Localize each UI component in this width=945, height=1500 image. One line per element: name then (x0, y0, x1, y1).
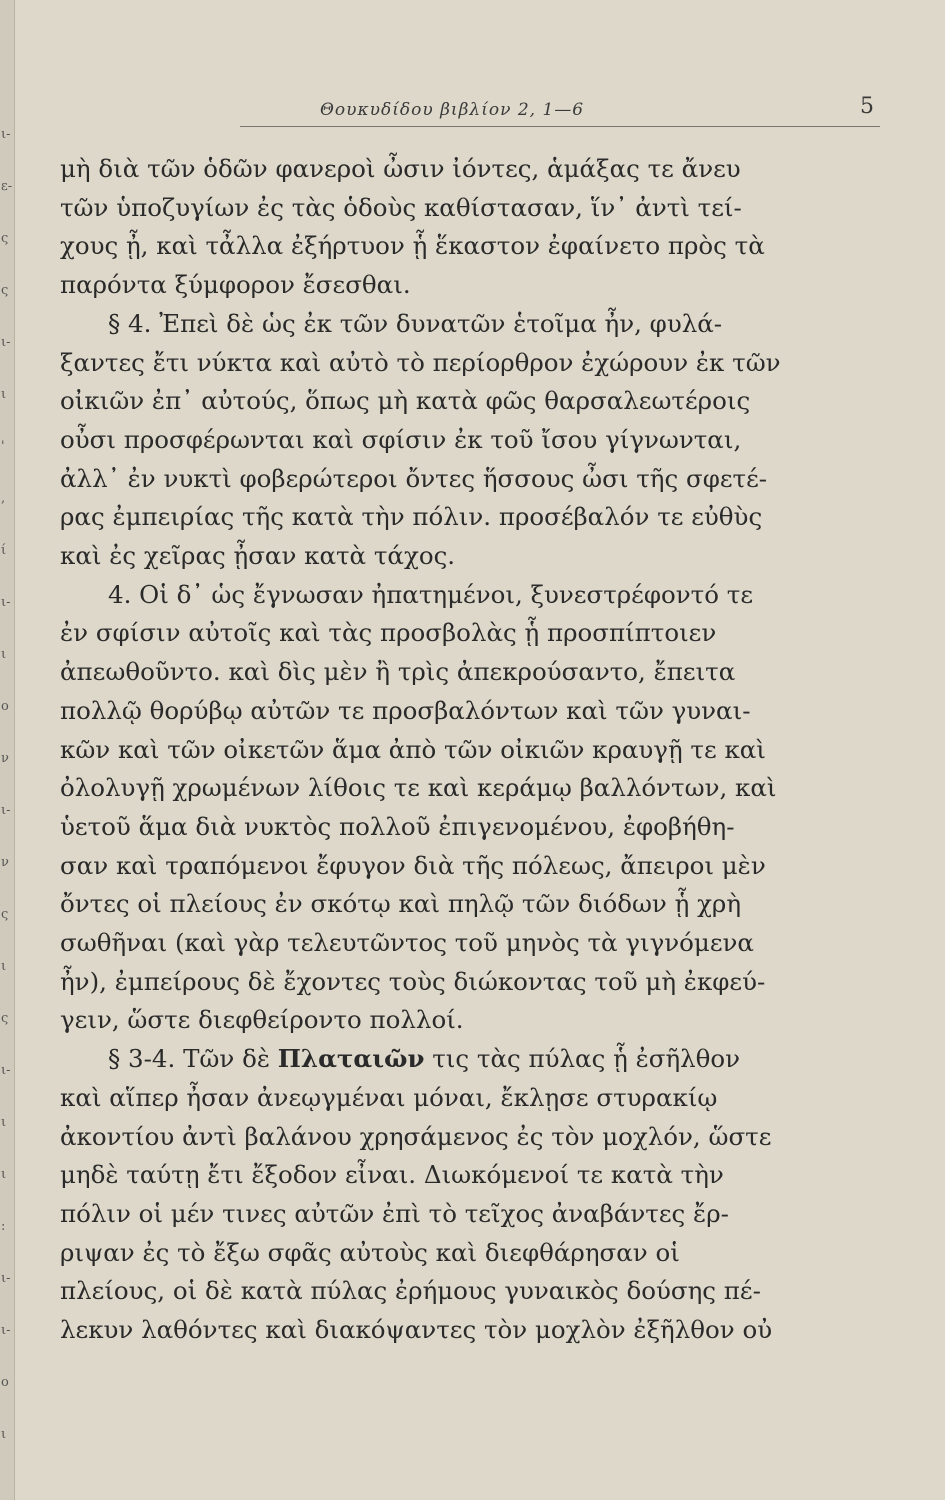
margin-mark: ς (1, 907, 9, 922)
text-line: γειν, ὥστε διεφθείροντο πολλοί. (60, 1005, 464, 1035)
text-line: ριψαν ἐς τὸ ἔξω σφᾶς αὐτοὺς καὶ διεφθάρησαν οἱ (60, 1237, 680, 1267)
adjacent-page-margin (0, 0, 15, 1500)
margin-mark: ι- (1, 1323, 11, 1338)
text-line: ὑετοῦ ἅμα διὰ νυκτὸς πολλοῦ ἐπιγενομένου, ἐφοβήθη- (60, 811, 735, 841)
margin-mark: ι (1, 1427, 7, 1442)
text-line: πόλιν οἱ μέν τινες αὐτῶν ἐπὶ τὸ τεῖχος ἀναβάντες ἔρ- (60, 1198, 729, 1228)
margin-mark: ι (1, 1167, 7, 1182)
text-line: § 4. Ἐπεὶ δὲ ὡς ἐκ τῶν δυνατῶν ἑτοῖμα ἦν, φυλά- (108, 308, 723, 338)
margin-mark: ι- (1, 1063, 11, 1078)
margin-mark: ι- (1, 335, 11, 350)
text-line: κῶν καὶ τῶν οἰκετῶν ἅμα ἀπὸ τῶν οἰκιῶν κραυγῇ τε καὶ (60, 734, 766, 764)
margin-mark: ι- (1, 595, 11, 610)
margin-mark: ς (1, 1011, 9, 1026)
margin-mark: ε- (1, 179, 13, 194)
text-line: ἀλλ᾽ ἐν νυκτὶ φοβερώτεροι ὄντες ἥσσους ὦσι τῆς σφετέ- (60, 463, 768, 493)
margin-mark: ι (1, 1115, 7, 1130)
text-line: ἀκοντίου ἀντὶ βαλάνου χρησάμενος ἐς τὸν μοχλόν, ὥστε (60, 1121, 772, 1151)
text-line: καὶ αἵπερ ἦσαν ἀνεῳγμέναι μόναι, ἔκλῃσε στυρακίῳ (60, 1082, 718, 1112)
margin-mark: ι- (1, 127, 11, 142)
text-line: χους ᾖ, καὶ τἆλλα ἐξήρτυον ᾗ ἕκαστον ἐφαίνετο πρὸς τὰ (60, 231, 765, 261)
margin-mark: ς (1, 231, 9, 246)
book-page (40, 0, 920, 1500)
text-line: ξαντες ἔτι νύκτα καὶ αὐτὸ τὸ περίορθρον ἐχώρουν ἐκ τῶν (60, 347, 781, 377)
text-line: ἦν), ἐμπείρους δὲ ἔχοντες τοὺς διώκοντας τοῦ μὴ ἐκφεύ- (60, 966, 766, 996)
margin-mark: ι (1, 647, 7, 662)
emphasized-word: Πλαταιῶν (277, 1044, 425, 1074)
margin-mark: ί (1, 543, 7, 558)
running-title: Θουκυδίδου βιβλίον 2, 1—6 (320, 100, 585, 120)
page-number: 5 (860, 94, 874, 119)
text-line: § 3-4. Τῶν δὲ Πλαταιῶν τις τὰς πύλας ᾗ ἐσῆλθον (108, 1044, 741, 1074)
text-line: τῶν ὑποζυγίων ἐς τὰς ὁδοὺς καθίστασαν, ἵν᾽ ἀντὶ τεί- (60, 192, 742, 222)
margin-mark: ο (1, 699, 9, 714)
text-line: μηδὲ ταύτῃ ἔτι ἔξοδον εἶναι. Διωκόμενοί τε κατὰ τὴν (60, 1160, 724, 1190)
margin-mark: ο (1, 1375, 9, 1390)
text-line: σαν καὶ τραπόμενοι ἔφυγον διὰ τῆς πόλεως, ἄπειροι μὲν (60, 850, 766, 880)
margin-mark: : (1, 1219, 6, 1234)
margin-mark: ς (1, 283, 9, 298)
text-line: παρόντα ξύμφορον ἔσεσθαι. (60, 270, 411, 300)
text-line: οἰκιῶν ἐπ᾽ αὐτούς, ὅπως μὴ κατὰ φῶς θαρσαλεωτέροις (60, 386, 751, 416)
text-line: σωθῆναι (καὶ γὰρ τελευτῶντος τοῦ μηνὸς τὰ γιγνόμενα (60, 928, 754, 958)
margin-mark: ι- (1, 803, 11, 818)
margin-mark: ι (1, 959, 7, 974)
body-text (60, 150, 860, 1350)
text-line: οὖσι προσφέρωνται καὶ σφίσιν ἐκ τοῦ ἴσου γίγνωνται, (60, 424, 742, 454)
text-line: ρας ἐμπειρίας τῆς κατὰ τὴν πόλιν. προσέβαλόν τε εὐθὺς (60, 502, 763, 532)
margin-mark: ν (1, 751, 9, 766)
text-line: ὄντες οἱ πλείους ἐν σκότῳ καὶ πηλῷ τῶν διόδων ᾗ χρὴ (60, 889, 742, 919)
text-line: ἐν σφίσιν αὐτοῖς καὶ τὰς προσβολὰς ᾗ προσπίπτοιεν (60, 618, 717, 648)
margin-mark: ι- (1, 1271, 11, 1286)
text-line: πολλῷ θορύβῳ αὐτῶν τε προσβαλόντων καὶ τῶν γυναι- (60, 695, 751, 725)
margin-mark: ν (1, 855, 9, 870)
text-line: λεκυν λαθόντες καὶ διακόψαντες τὸν μοχλὸν ἐξῆλθον οὐ (60, 1315, 773, 1345)
text-line: μὴ διὰ τῶν ὁδῶν φανεροὶ ὦσιν ἰόντες, ἁμάξας τε ἄνευ (60, 154, 741, 183)
text-line: πλείους, οἱ δὲ κατὰ πύλας ἐρήμους γυναικὸς δούσης πέ- (60, 1276, 761, 1306)
margin-mark: ' (1, 439, 5, 454)
text-line: καὶ ἐς χεῖρας ᾖσαν κατὰ τάχος. (60, 541, 456, 571)
text-line: ὀλολυγῇ χρωμένων λίθοις τε καὶ κεράμῳ βαλλόντων, καὶ (60, 773, 777, 803)
text-line: 4. Οἱ δ᾽ ὡς ἔγνωσαν ἠπατημένοι, ξυνεστρέφοντό τε (108, 579, 754, 609)
margin-mark: , (1, 491, 6, 506)
text-line: ἀπεωθοῦντο. καὶ δὶς μὲν ἢ τρὶς ἀπεκρούσαντο, ἔπειτα (60, 657, 736, 687)
page-header (240, 96, 880, 127)
margin-mark: ι (1, 387, 7, 402)
